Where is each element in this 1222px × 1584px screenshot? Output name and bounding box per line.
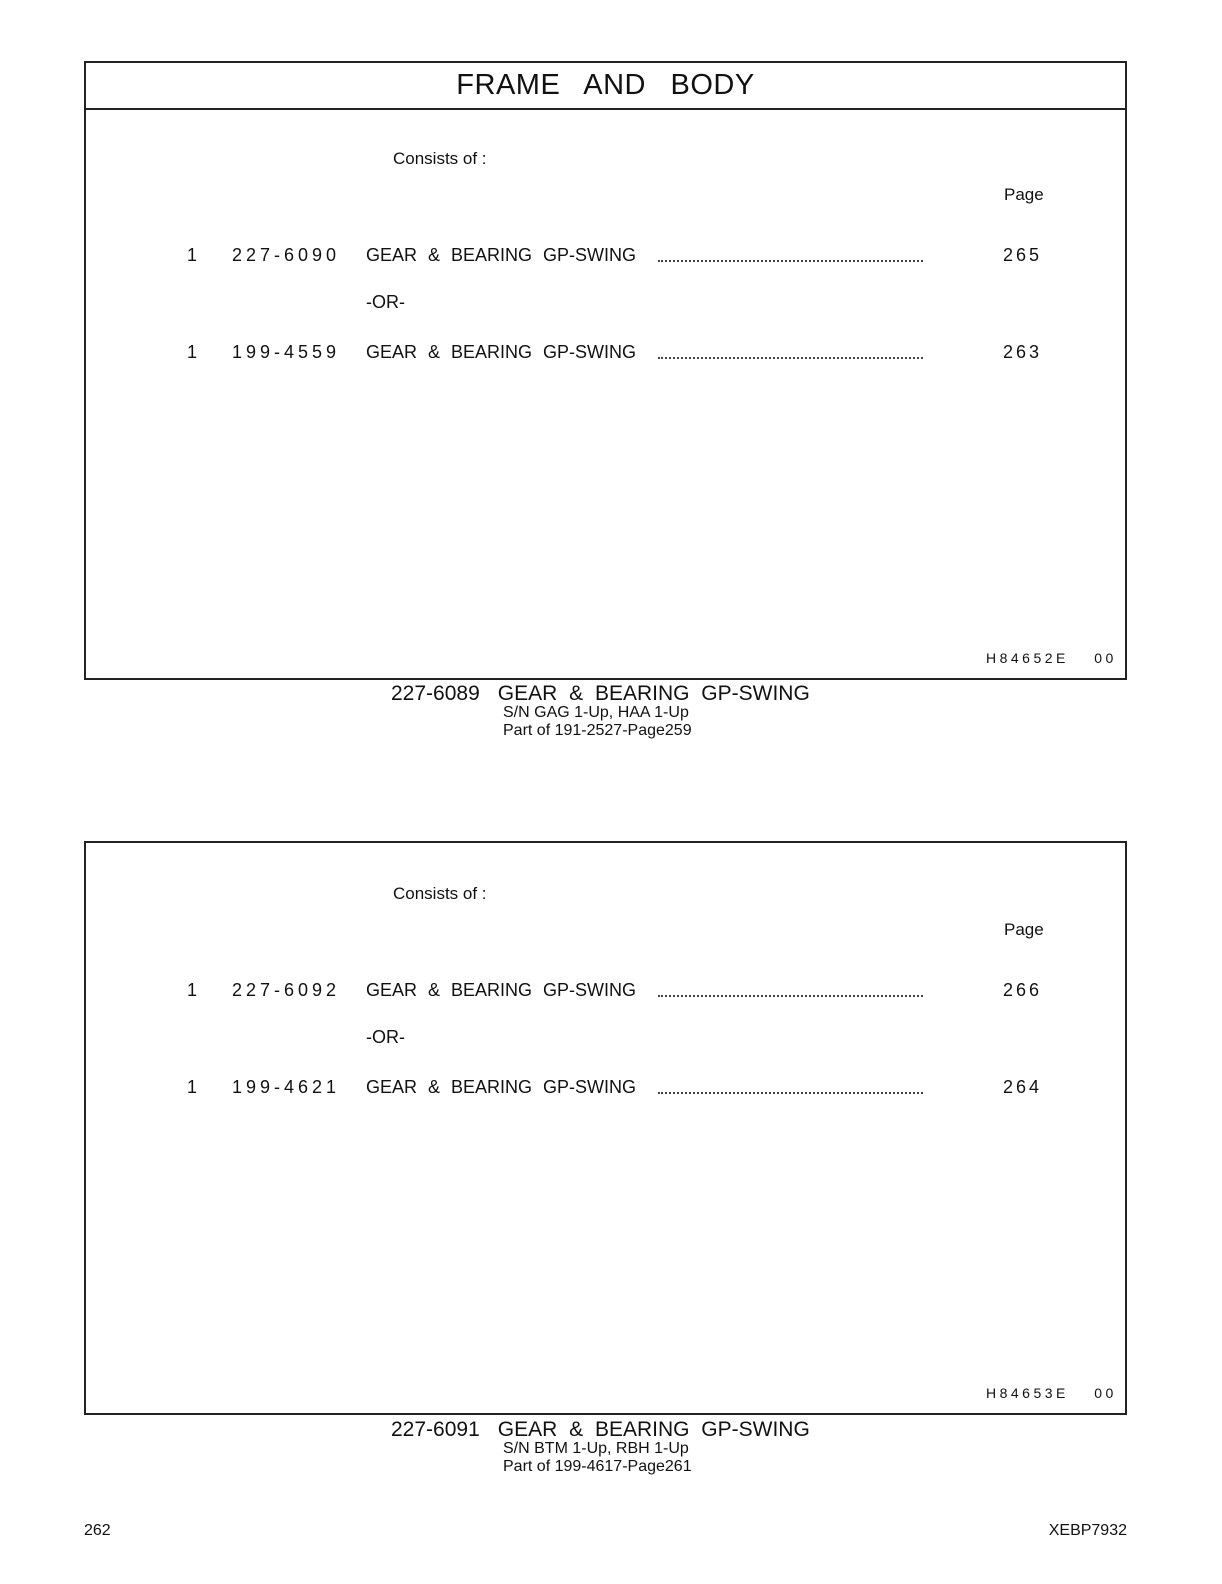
page-column-header: Page (1004, 920, 1044, 939)
item-page-ref: 264 (1003, 1077, 1043, 1097)
list-item (86, 1077, 1125, 1101)
list-item (86, 980, 1125, 1004)
footer-page-number: 262 (84, 1522, 111, 1539)
footer-document-id: XEBP7932 (1048, 1522, 1127, 1539)
dot-leader (658, 260, 923, 262)
dot-leader (658, 1092, 923, 1094)
caption-part-number: 227-6091 (391, 1418, 480, 1441)
caption-part-of: Part of 191-2527-Page259 (503, 722, 692, 739)
item-page-ref: 265 (1003, 245, 1043, 265)
item-description: GEAR & BEARING GP-SWING (366, 980, 637, 1000)
item-description: GEAR & BEARING GP-SWING (366, 245, 637, 265)
item-part-number: 199-4621 (232, 1077, 341, 1097)
caption-part-number: 227-6089 (391, 682, 480, 705)
caption-description: GEAR & BEARING GP-SWING (497, 1418, 810, 1441)
caption-serial-numbers: S/N BTM 1-Up, RBH 1-Up (503, 1440, 689, 1457)
caption-heading (391, 1418, 810, 1442)
title-bar (86, 63, 1125, 110)
item-description: GEAR & BEARING GP-SWING (366, 1077, 637, 1097)
illustration-code: H84653E 00 (986, 1385, 1117, 1401)
caption-description: GEAR & BEARING GP-SWING (497, 682, 810, 705)
section-title: FRAME AND BODY (456, 69, 755, 101)
item-part-number: 199-4559 (232, 342, 341, 362)
caption-heading (391, 682, 810, 706)
list-item (86, 245, 1125, 269)
list-item (86, 342, 1125, 366)
or-separator: -OR- (366, 1027, 405, 1047)
page-column-header: Page (1004, 185, 1044, 204)
consists-of-label: Consists of : (393, 149, 487, 168)
caption-serial-numbers: S/N GAG 1-Up, HAA 1-Up (503, 704, 689, 721)
dot-leader (658, 995, 923, 997)
item-qty: 1 (187, 342, 198, 362)
parts-list-box-2 (84, 841, 1127, 1415)
parts-list-box-1 (84, 61, 1127, 680)
dot-leader (658, 357, 923, 359)
item-part-number: 227-6090 (232, 245, 341, 265)
item-page-ref: 266 (1003, 980, 1043, 1000)
item-qty: 1 (187, 980, 198, 1000)
item-qty: 1 (187, 245, 198, 265)
caption-part-of: Part of 199-4617-Page261 (503, 1458, 692, 1475)
item-description: GEAR & BEARING GP-SWING (366, 342, 637, 362)
item-qty: 1 (187, 1077, 198, 1097)
consists-of-label: Consists of : (393, 884, 487, 903)
item-part-number: 227-6092 (232, 980, 341, 1000)
or-separator: -OR- (366, 292, 405, 312)
item-page-ref: 263 (1003, 342, 1043, 362)
illustration-code: H84652E 00 (986, 650, 1117, 666)
